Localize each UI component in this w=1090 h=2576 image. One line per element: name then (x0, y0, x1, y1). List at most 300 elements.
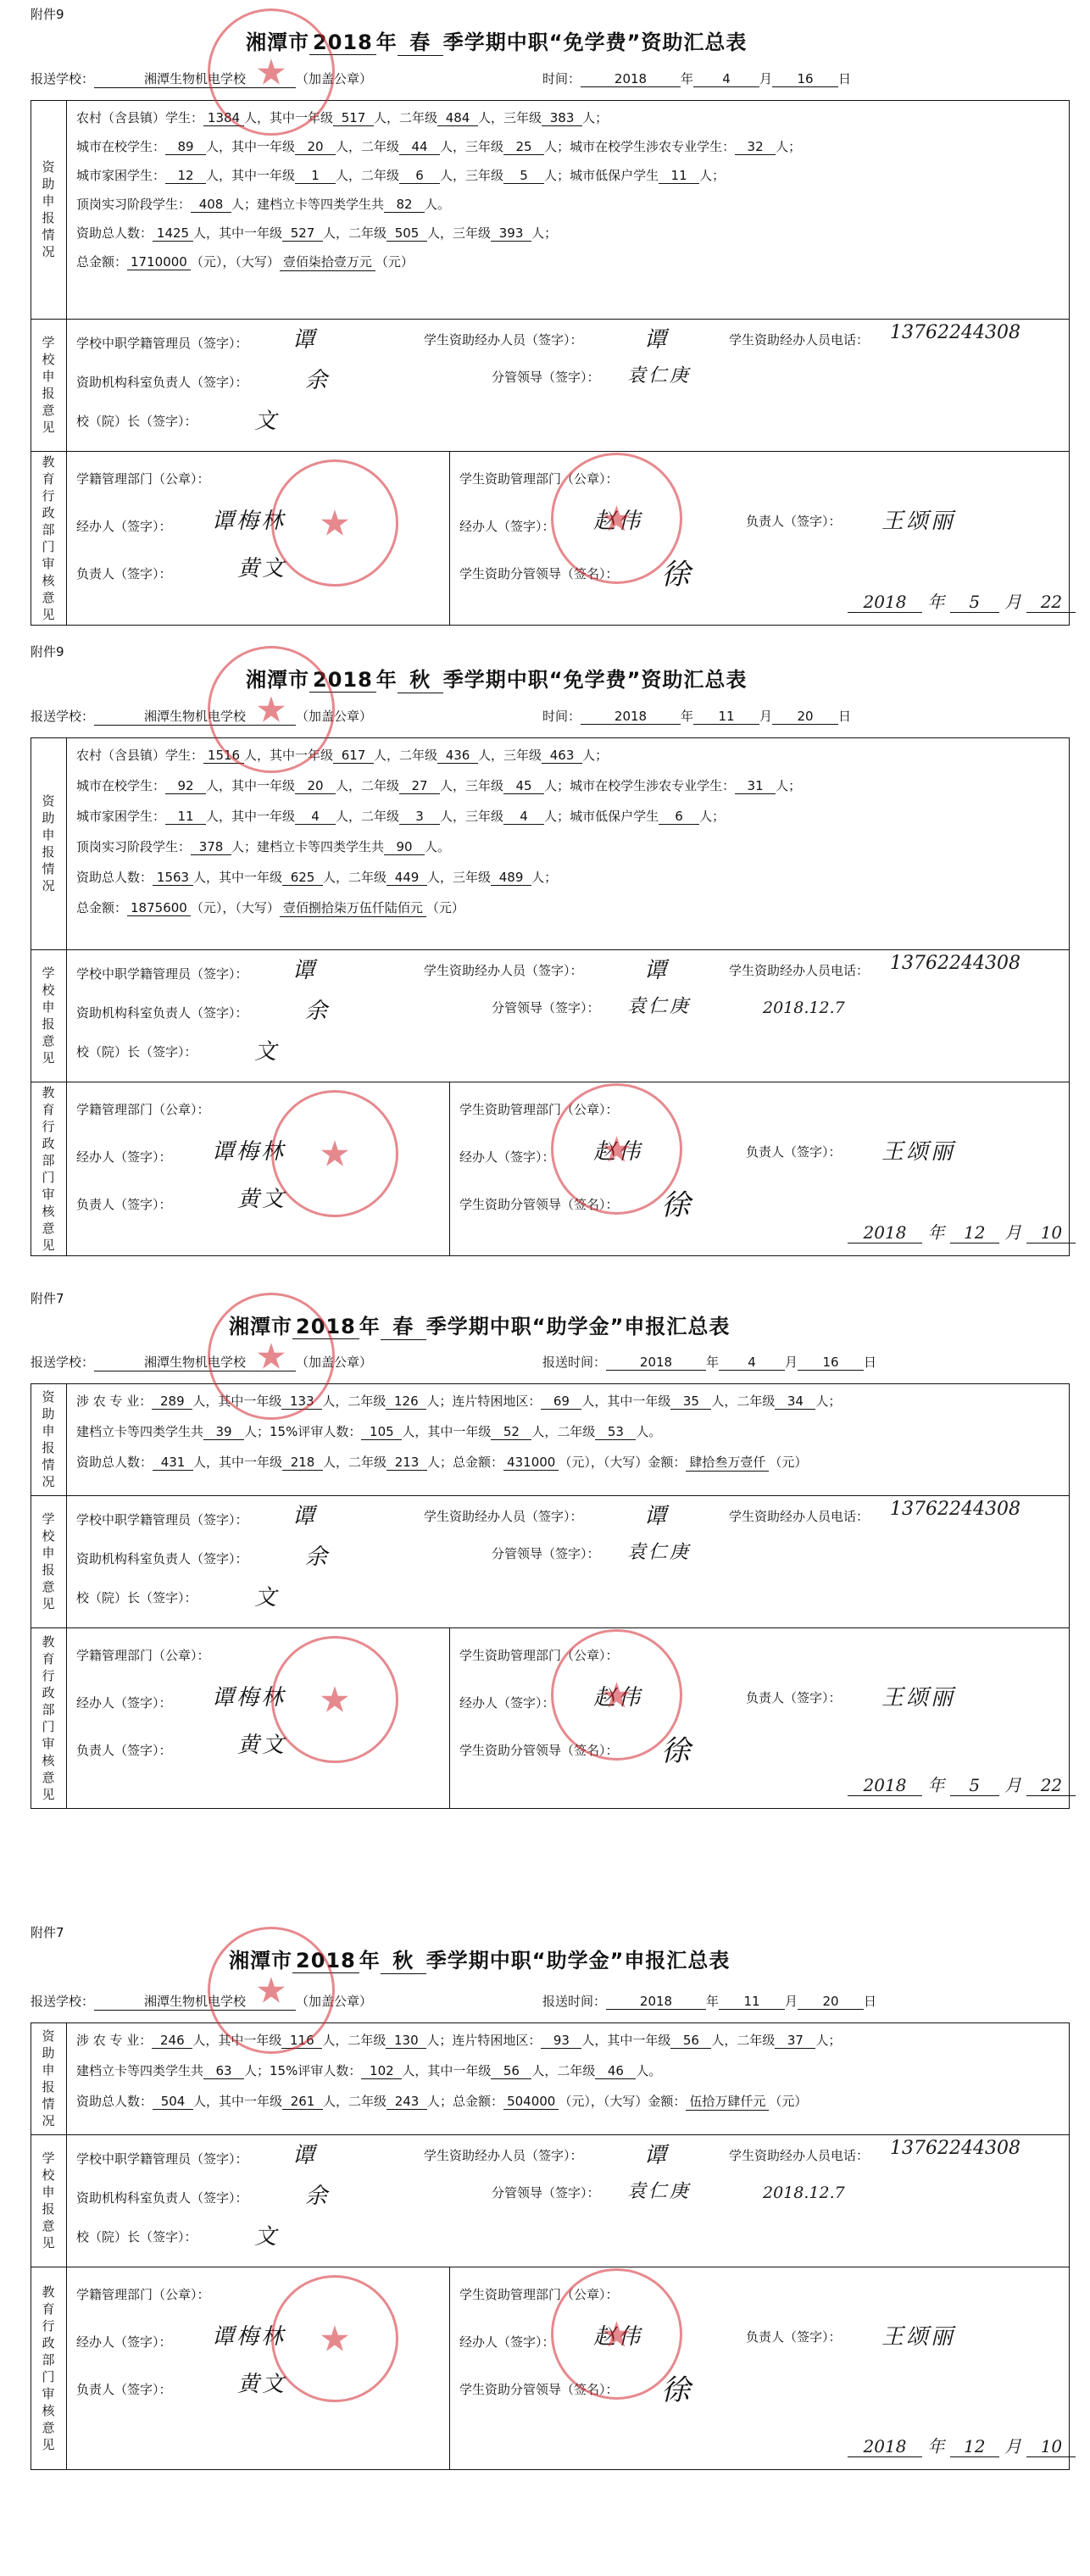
time-year: 2018 (606, 1355, 706, 1371)
filled-value: 246 (152, 2033, 192, 2049)
line-text: 顶岗实习阶段学生： (76, 839, 192, 854)
signature-registrar-officer: 谭梅林 (212, 2324, 286, 2350)
row-divider (31, 949, 1070, 950)
line-text: 人，其中一年级 (402, 2063, 492, 2078)
filled-value: 5 (503, 168, 544, 184)
form-title (229, 1310, 730, 1340)
title-nian: 年 (375, 668, 398, 692)
filled-value: 625 (282, 870, 323, 886)
edu-left-field-2: 经办人（签字）： (76, 2334, 172, 2350)
section-label-3: 教育行政部门审核意见 (42, 2284, 55, 2452)
fund-staff-phone-field: 学生资助经办人员电话： (729, 332, 870, 348)
filled-value: 463 (542, 748, 582, 764)
filled-value: 壹佰捌拾柒万伍仟陆佰元 (280, 899, 426, 917)
report-line-5 (76, 868, 557, 886)
line-text: 人，二年级 (531, 1424, 596, 1439)
section-label-3: 教育行政部门审核意见 (42, 1634, 55, 1802)
line-text: 涉 农 专 业： (76, 1394, 153, 1409)
edu-right-field-2: 经办人（签字）： (459, 2334, 555, 2350)
line-text: 人，三年级 (440, 778, 504, 793)
attachment-label: 附件7 (31, 1925, 64, 1940)
filled-value: 31 (735, 778, 776, 794)
report-line-3 (76, 807, 725, 825)
filled-value: 102 (361, 2063, 402, 2079)
date-day: 22 (1026, 1775, 1076, 1796)
row-divider (31, 2134, 1070, 2135)
line-text: 人，二年级 (336, 809, 400, 824)
filled-value: 1563 (153, 870, 193, 886)
school-line (31, 1353, 372, 1371)
line-text: （元），（大写）金额： (559, 2094, 687, 2109)
filled-value: 82 (384, 197, 425, 213)
signature-sub-leader: 袁仁庚 (627, 996, 692, 1017)
report-line-3 (76, 2092, 807, 2111)
time-year: 2018 (581, 709, 681, 725)
line-text: 涉 农 专 业： (76, 2033, 153, 2048)
line-text: 人，其中一年级 (206, 778, 296, 793)
attachment-label: 附件7 (31, 1291, 64, 1306)
school-opinion-field-1: 学校中职学籍管理员（签字）： (76, 1512, 248, 1527)
time-yue: 月 (785, 1994, 798, 2009)
edu-left-field-2: 经办人（签字）： (76, 1149, 172, 1165)
line-text: 人，其中一年级 (192, 1394, 282, 1409)
signature-registrar-officer: 谭梅林 (212, 1685, 286, 1711)
signature-final-leader: 徐 (661, 558, 692, 592)
filled-value: 116 (281, 2033, 322, 2049)
school-name: 湘潭生物机电学校 (94, 1992, 296, 2011)
filled-value: 431 (153, 1455, 193, 1471)
school-opinion-field-1: 学校中职学籍管理员（签字）： (76, 966, 248, 982)
filled-value: 肆拾叁万壹仟 (686, 1453, 769, 1472)
line-text: （元），（大写） (190, 254, 280, 270)
filled-value: 383 (542, 110, 582, 126)
line-text: 人，其中一年级 (192, 2033, 282, 2048)
signature-registrar: 谭 (292, 958, 318, 983)
time-month: 11 (719, 1994, 785, 2010)
filled-value: 27 (399, 778, 440, 794)
time-label: 报送时间： (542, 1994, 607, 2009)
edu-left-field-2: 经办人（签字）： (76, 1695, 172, 1711)
label-column-divider (66, 100, 67, 626)
line-text: （元），（大写）金额： (559, 1455, 687, 1470)
edu-right-field-1: 学生资助管理部门（公章）： (459, 1648, 619, 1663)
filled-value: 11 (659, 168, 699, 184)
title-nian: 年 (359, 1949, 381, 1972)
edu-right-field-2: 经办人（签字）： (459, 1149, 555, 1165)
row-divider (31, 319, 1070, 320)
report-line-5 (76, 224, 557, 242)
signature-sub-leader: 袁仁庚 (627, 2181, 692, 2202)
time-nian: 年 (681, 709, 694, 724)
sub-leader-field: 分管领导（签字）： (492, 2185, 600, 2200)
time-month: 4 (693, 71, 759, 87)
section3-divider (449, 1082, 450, 1256)
line-text: 人，三年级 (440, 168, 504, 183)
date-day: 10 (1026, 2436, 1076, 2457)
filled-value: 4 (295, 809, 336, 825)
edu-right-field-1: 学生资助管理部门（公章）： (459, 1102, 619, 1117)
date-sep: 月 (998, 2436, 1027, 2456)
phone-number: 13762244308 (890, 322, 1020, 343)
section-label-1: 资助申报情况 (42, 793, 55, 893)
filled-value: 130 (386, 2033, 426, 2049)
line-text: 人，二年级 (336, 778, 400, 793)
line-text: 人，二年级 (322, 1394, 387, 1409)
filled-value: 39 (203, 1424, 244, 1440)
signature-fund-head: 余 (305, 999, 331, 1024)
line-text: 人，二年级 (323, 1455, 387, 1470)
filled-value: 3 (399, 809, 440, 825)
line-text: （元） (769, 1455, 808, 1470)
edu-right-field-3: 学生资助分管领导（签名）： (459, 2382, 619, 2397)
filled-value: 133 (281, 1394, 322, 1410)
filled-value: 93 (541, 2033, 581, 2049)
edu-right-field-3: 学生资助分管领导（签名）： (459, 1197, 619, 1212)
seal-note: （加盖公章） (296, 1994, 373, 2009)
filled-value: 35 (670, 1394, 711, 1410)
line-text: 人，二年级 (336, 168, 400, 183)
filled-value: 484 (437, 110, 478, 126)
school-opinion-field-2: 资助机构科室负责人（签字）： (76, 2190, 248, 2206)
line-text: 总金额： (76, 900, 128, 915)
filled-value: 431000 (503, 1455, 559, 1471)
report-line-1 (76, 746, 608, 764)
title-year: 2018 (292, 1315, 359, 1339)
line-text: 人，二年级 (711, 2033, 776, 2048)
section-label-2: 学校申报意见 (42, 335, 55, 435)
signature-registrar: 谭 (292, 327, 318, 353)
signature-fund-staff: 谭 (644, 2143, 670, 2168)
section-label-1: 资助申报情况 (42, 159, 55, 259)
filled-value: 213 (387, 1455, 427, 1471)
edu-left-field-3: 负责人（签字）： (76, 566, 172, 581)
title-suffix: 季学期中职“免学费”资助汇总表 (442, 668, 748, 692)
signature-responsible: 王颂丽 (881, 2324, 956, 2350)
filled-value: 37 (775, 2033, 815, 2049)
report-line-3 (76, 1453, 807, 1472)
signature-registrar-officer: 谭梅林 (212, 1139, 286, 1165)
signature-registrar-officer: 谭梅林 (212, 509, 286, 534)
line-text: 人； (699, 809, 726, 824)
time-day: 16 (798, 1355, 864, 1371)
filled-value: 1710000 (127, 254, 191, 270)
line-text: 人；连片特困地区： (426, 1394, 542, 1409)
date-sep: 年 (922, 1775, 950, 1795)
line-text: 人；城市在校学生涉农专业学生： (544, 139, 736, 154)
school-label: 报送学校： (31, 1994, 95, 2009)
date-month: 12 (950, 2436, 999, 2457)
line-text: 人； (531, 870, 558, 885)
section3-divider (449, 1627, 450, 1809)
filled-value: 34 (775, 1394, 815, 1410)
school-opinion-field-2: 资助机构科室负责人（签字）： (76, 375, 248, 390)
title-suffix: 季学期中职“免学费”资助汇总表 (442, 31, 748, 54)
section3-divider (449, 2267, 450, 2470)
report-line-1 (76, 2031, 841, 2049)
title-suffix: 季学期中职“助学金”申报汇总表 (425, 1949, 731, 1972)
time-ri: 日 (838, 709, 852, 724)
seal-note: （加盖公章） (296, 1355, 373, 1370)
line-text: 城市家困学生： (76, 809, 166, 824)
edu-left-field-1: 学籍管理部门（公章）： (76, 471, 210, 487)
date-sep: 年 (922, 592, 950, 612)
line-text: 人，其中一年级 (206, 168, 296, 183)
signature-fund-handler: 赵伟 (593, 509, 643, 534)
filled-value: 1516 (203, 748, 244, 764)
date-month: 5 (950, 592, 999, 613)
seal-note: （加盖公章） (296, 709, 373, 724)
signature-fund-handler: 赵伟 (593, 1139, 643, 1165)
line-text: 城市在校学生： (76, 139, 166, 154)
filled-value: 126 (386, 1394, 426, 1410)
line-text: 人，其中一年级 (206, 809, 296, 824)
school-line (31, 1992, 372, 2011)
report-line-4 (76, 195, 450, 213)
signature-sub-leader: 袁仁庚 (627, 1542, 692, 1563)
title-season: 春 (381, 1310, 426, 1340)
line-text: 城市在校学生： (76, 778, 166, 793)
filled-value: 527 (282, 225, 323, 242)
filled-value: 243 (387, 2094, 427, 2110)
line-text: 人； (776, 778, 802, 793)
line-text: 人，二年级 (322, 2033, 387, 2048)
time-label: 报送时间： (542, 1355, 607, 1370)
date-sep: 年 (922, 1222, 950, 1243)
attachment-label: 附件9 (31, 7, 64, 22)
report-line-4 (76, 837, 450, 855)
filled-value: 46 (595, 2063, 636, 2079)
filled-value: 壹佰柒拾壹万元 (280, 253, 375, 271)
filled-value: 52 (491, 1424, 531, 1440)
edu-left-field-1: 学籍管理部门（公章）： (76, 1102, 210, 1117)
title-nian: 年 (359, 1315, 381, 1338)
filled-value: 63 (203, 2063, 244, 2079)
signature-fund-head: 余 (305, 368, 331, 393)
signature-principal: 文 (254, 1585, 280, 1611)
line-text: 人；建档立卡等四类学生共 (231, 197, 385, 212)
line-text: 人；建档立卡等四类学生共 (231, 839, 385, 854)
school-opinion-field-3: 校（院）长（签字）： (76, 2229, 197, 2245)
time-label: 时间： (542, 71, 581, 86)
signature-registrar: 谭 (292, 2143, 318, 2168)
time-nian: 年 (706, 1994, 720, 2009)
school-opinion-field-3: 校（院）长（签字）： (76, 1590, 197, 1605)
filled-value: 489 (491, 870, 531, 886)
edu-responsible-field: 负责人（签字）： (746, 1144, 842, 1160)
filled-value: 505 (387, 225, 427, 242)
filled-value: 436 (437, 748, 478, 764)
filled-value: 517 (333, 110, 374, 126)
signature-registrar-head: 黄文 (237, 1733, 287, 1758)
title-nian: 年 (375, 31, 398, 54)
line-text: 资助总人数： (76, 870, 153, 885)
school-opinion-field-2: 资助机构科室负责人（签字）： (76, 1551, 248, 1566)
title-city: 湘潭市 (246, 668, 309, 692)
line-text: 人，其中一年级 (193, 225, 283, 241)
signature-fund-head: 余 (305, 2184, 331, 2209)
line-text: 人，二年级 (323, 2094, 387, 2109)
school-sign-date: 2018.12.7 (763, 999, 845, 1017)
time-month: 4 (719, 1355, 785, 1371)
edu-responsible-field: 负责人（签字）： (746, 2329, 842, 2345)
label-column-divider (66, 1383, 67, 1809)
filled-value: 218 (282, 1455, 323, 1471)
fund-staff-phone-field: 学生资助经办人员电话： (729, 1509, 870, 1524)
line-text: 人，二年级 (336, 139, 400, 154)
section-label-1: 资助申报情况 (42, 1389, 55, 1489)
filled-value: 393 (491, 225, 531, 242)
fund-staff-field: 学生资助经办人员（签字）： (424, 1509, 583, 1524)
date-year: 2018 (848, 1222, 922, 1243)
signature-fund-staff: 谭 (644, 1504, 670, 1529)
edu-right-field-3: 学生资助分管领导（签名）： (459, 566, 619, 581)
report-line-6 (76, 899, 464, 917)
line-text: 人，三年级 (427, 870, 492, 885)
line-text: 人，三年级 (440, 809, 504, 824)
date-sep: 月 (998, 1222, 1027, 1243)
line-text: 人，二年级 (323, 225, 387, 241)
signature-responsible: 王颂丽 (881, 509, 956, 534)
time-day: 20 (772, 709, 838, 725)
line-text: （元），（大写） (190, 900, 280, 915)
filled-value: 20 (295, 778, 336, 794)
signature-fund-staff: 谭 (644, 958, 670, 983)
filled-value: 1384 (203, 110, 244, 126)
time-year: 2018 (606, 1994, 706, 2010)
line-text: 人，其中一年级 (581, 2033, 671, 2048)
line-text: 人；城市低保户学生 (544, 809, 659, 824)
signature-principal: 文 (254, 1039, 280, 1065)
date-sep: 月 (998, 592, 1027, 612)
label-column-divider (66, 2022, 67, 2470)
edu-responsible-field: 负责人（签字）： (746, 1690, 842, 1705)
line-text: 人。 (636, 2063, 662, 2078)
line-text: 人，其中一年级 (193, 2094, 283, 2109)
time-yue: 月 (785, 1355, 798, 1370)
line-text: 人，三年级 (478, 110, 542, 125)
signature-final-leader: 徐 (661, 2373, 692, 2407)
line-text: 人，其中一年级 (581, 1394, 671, 1409)
filled-value: 12 (165, 168, 206, 184)
line-text: 人，二年级 (711, 1394, 776, 1409)
signature-final-leader: 徐 (661, 1734, 692, 1768)
report-time (542, 70, 851, 87)
approval-date (848, 588, 1076, 613)
label-column-divider (66, 737, 67, 1256)
school-label: 报送学校： (31, 709, 95, 724)
filled-value: 56 (491, 2063, 531, 2079)
signature-registrar: 谭 (292, 1504, 318, 1529)
filled-value: 1 (295, 168, 336, 184)
filled-value: 25 (503, 139, 544, 155)
attachment-label: 附件9 (31, 644, 64, 659)
time-ri: 日 (838, 71, 852, 86)
title-city: 湘潭市 (229, 1949, 292, 1972)
filled-value: 20 (295, 139, 336, 155)
time-label: 时间： (542, 709, 581, 724)
summary-table (31, 2022, 1070, 2470)
edu-left-field-2: 经办人（签字）： (76, 519, 172, 534)
title-year: 2018 (309, 668, 376, 693)
edu-left-field-1: 学籍管理部门（公章）： (76, 1648, 210, 1663)
school-name: 湘潭生物机电学校 (94, 707, 296, 726)
line-text: 资助总人数： (76, 2094, 153, 2109)
signature-fund-head: 余 (305, 1544, 331, 1570)
school-opinion-field-1: 学校中职学籍管理员（签字）： (76, 336, 248, 351)
line-text: 人； (582, 748, 609, 763)
school-opinion-field-1: 学校中职学籍管理员（签字）： (76, 2151, 248, 2167)
date-year: 2018 (848, 1775, 922, 1796)
line-text: 人；总金额： (427, 1455, 504, 1470)
signature-principal: 文 (254, 2224, 280, 2250)
edu-right-field-1: 学生资助管理部门（公章）： (459, 471, 619, 487)
line-text: 人；15%评审人数： (244, 2063, 362, 2078)
school-label: 报送学校： (31, 71, 95, 86)
section-label-2: 学校申报意见 (42, 1511, 55, 1611)
filled-value: 6 (399, 168, 440, 184)
phone-number: 13762244308 (890, 2138, 1020, 2159)
approval-date (848, 1772, 1076, 1796)
filled-value: 32 (735, 139, 776, 155)
line-text: 人；总金额： (427, 2094, 504, 2109)
time-day: 20 (798, 1994, 864, 2010)
date-sep: 月 (998, 1775, 1027, 1795)
line-text: 人，二年级 (374, 110, 438, 125)
line-text: 人，其中一年级 (193, 870, 283, 885)
report-line-2 (76, 1422, 661, 1440)
line-text: 人； (582, 110, 609, 125)
row-divider (31, 1627, 1070, 1628)
line-text: 人。 (425, 839, 451, 854)
line-text: 人，二年级 (323, 870, 387, 885)
row-divider (31, 1495, 1070, 1496)
fund-staff-field: 学生资助经办人员（签字）： (424, 332, 583, 348)
line-text: 人； (776, 139, 802, 154)
filled-value: 56 (670, 2033, 711, 2049)
line-text: 农村（含县镇）学生： (76, 748, 204, 763)
approval-date (848, 2433, 1076, 2457)
time-ri: 日 (864, 1355, 877, 1370)
edu-responsible-field: 负责人（签字）： (746, 514, 842, 529)
filled-value: 伍拾万肆仟元 (686, 2092, 769, 2111)
filled-value: 504 (153, 2094, 193, 2110)
line-text: 人；15%评审人数： (244, 1424, 362, 1439)
line-text: 顶岗实习阶段学生： (76, 197, 192, 212)
filled-value: 261 (282, 2094, 323, 2110)
signature-sub-leader: 袁仁庚 (627, 365, 692, 387)
form-title (229, 1944, 730, 1974)
filled-value: 69 (541, 1394, 581, 1410)
time-day: 16 (772, 71, 838, 87)
filled-value: 44 (399, 139, 440, 155)
school-sign-date: 2018.12.7 (763, 2184, 845, 2202)
title-season: 春 (398, 25, 443, 56)
date-day: 10 (1026, 1222, 1076, 1243)
fund-staff-phone-field: 学生资助经办人员电话： (729, 2148, 870, 2163)
fund-staff-field: 学生资助经办人员（签字）： (424, 963, 583, 978)
edu-right-field-2: 经办人（签字）： (459, 519, 555, 534)
title-city: 湘潭市 (246, 31, 309, 54)
time-month: 11 (693, 709, 759, 725)
form-title (246, 25, 747, 56)
line-text: 人，其中一年级 (193, 1455, 283, 1470)
line-text: 人； (531, 225, 558, 241)
filled-value: 617 (333, 748, 374, 764)
edu-right-field-1: 学生资助管理部门（公章）： (459, 2287, 619, 2302)
line-text: （元） (425, 900, 464, 915)
sub-leader-field: 分管领导（签字）： (492, 1000, 600, 1015)
section-label-1: 资助申报情况 (42, 2028, 55, 2128)
